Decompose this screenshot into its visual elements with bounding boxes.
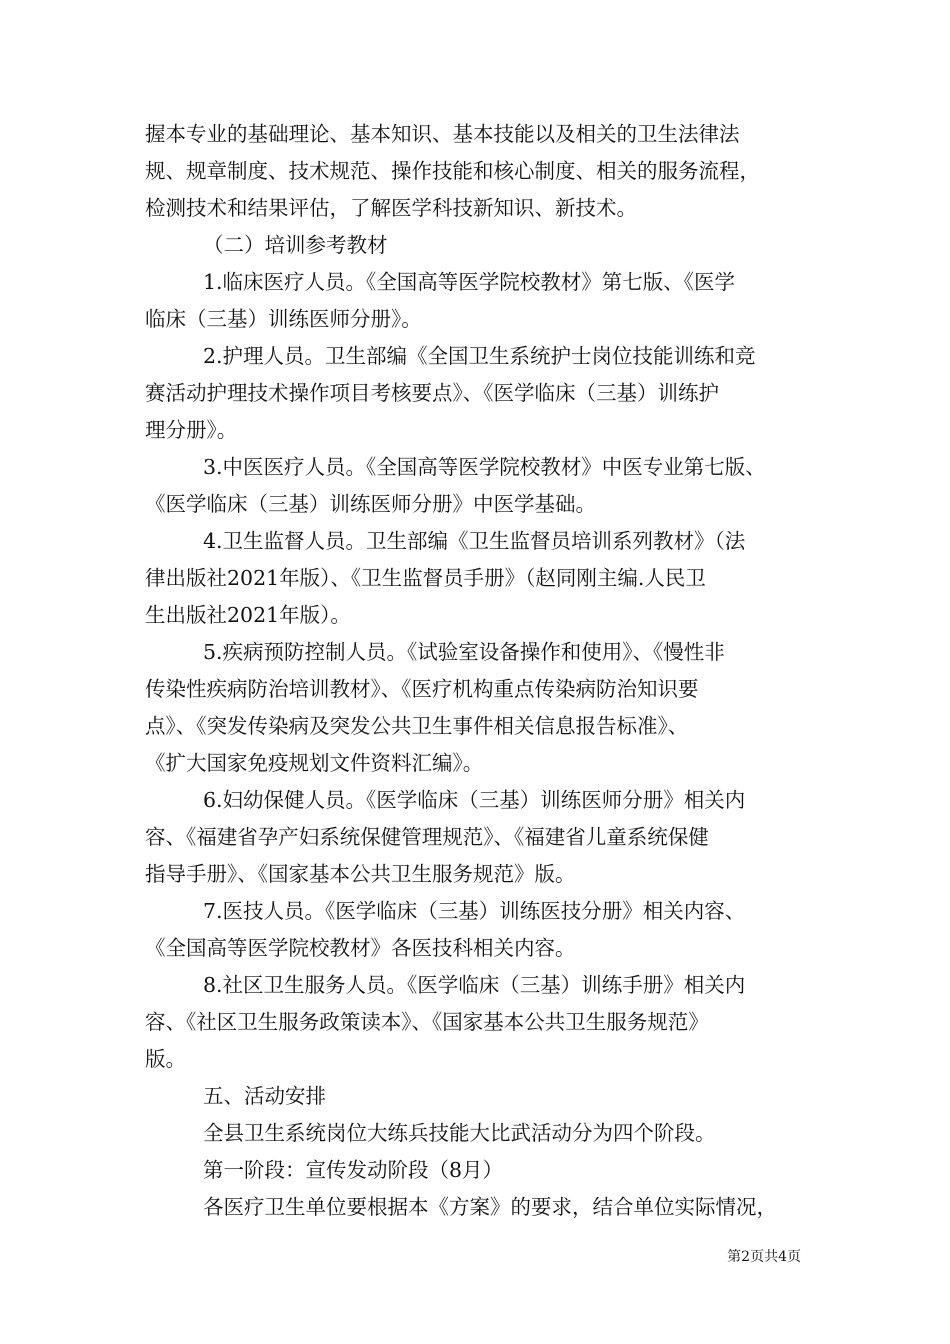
body-line: 7.医技人员。《医学临床（三基）训练医技分册》相关内容、 — [203, 899, 746, 923]
body-line: 各医疗卫生单位要根据本《方案》的要求，结合单位实际情况， — [203, 1195, 777, 1219]
body-line: 第一阶段：宣传发动阶段（8月） — [203, 1158, 504, 1182]
section-heading: （二）培训参考教材 — [203, 233, 388, 257]
body-line: 6.妇幼保健人员。《医学临床（三基）训练医师分册》相关内 — [203, 788, 746, 812]
body-line: 1.临床医疗人员。《全国高等医学院校教材》第七版、《医学 — [203, 270, 736, 294]
body-line: 全县卫生系统岗位大练兵技能大比武活动分为四个阶段。 — [203, 1121, 716, 1145]
body-line: 《医学临床（三基）训练医师分册》中医学基础。 — [145, 492, 596, 516]
body-line: 检测技术和结果评估，了解医学科技新知识、新技术。 — [145, 196, 637, 220]
page-number: 第2页共4页 — [727, 1249, 801, 1265]
body-line: 规、规章制度、技术规范、操作技能和核心制度、相关的服务流程， — [145, 159, 760, 183]
body-line: 传染性疾病防治培训教材》、《医疗机构重点传染病防治知识要 — [145, 677, 699, 701]
body-line: 《扩大国家免疫规划文件资料汇编》。 — [145, 751, 484, 775]
body-line: 握本专业的基础理论、基本知识、基本技能以及相关的卫生法律法 — [145, 122, 740, 146]
body-line: 4.卫生监督人员。卫生部编《卫生监督员培训系列教材》（法 — [203, 529, 746, 553]
body-line: 生出版社2021年版）。 — [145, 603, 351, 627]
section-heading: 五、活动安排 — [203, 1084, 326, 1108]
body-line: 2.护理人员。卫生部编《全国卫生系统护士岗位技能训练和竞 — [203, 344, 756, 368]
body-line: 指导手册》、《国家基本公共卫生服务规范》版。 — [145, 862, 576, 886]
body-line: 8.社区卫生服务人员。《医学临床（三基）训练手册》相关内 — [203, 973, 746, 997]
body-line: 3.中医医疗人员。《全国高等医学院校教材》中医专业第七版、 — [203, 455, 766, 479]
body-line: 理分册》。 — [145, 418, 238, 442]
body-line: 律出版社2021年版）、《卫生监督员手册》（赵同刚主编.人民卫 — [145, 566, 706, 590]
body-line: 版。 — [145, 1047, 186, 1071]
body-line: 容、《福建省孕产妇系统保健管理规范》、《福建省儿童系统保健 — [145, 825, 709, 849]
body-line: 5.疾病预防控制人员。《试验室设备操作和使用》、《慢性非 — [203, 640, 725, 664]
body-line: 赛活动护理技术操作项目考核要点》、《医学临床（三基）训练护 — [145, 381, 719, 405]
body-line: 临床（三基）训练医师分册》。 — [145, 307, 422, 331]
body-line: 《全国高等医学院校教材》各医技科相关内容。 — [145, 936, 576, 960]
body-line: 点》、《突发传染病及突发公共卫生事件相关信息报告标准》、 — [145, 714, 689, 738]
body-line: 容、《社区卫生服务政策读本》、《国家基本公共卫生服务规范》 — [145, 1010, 709, 1034]
